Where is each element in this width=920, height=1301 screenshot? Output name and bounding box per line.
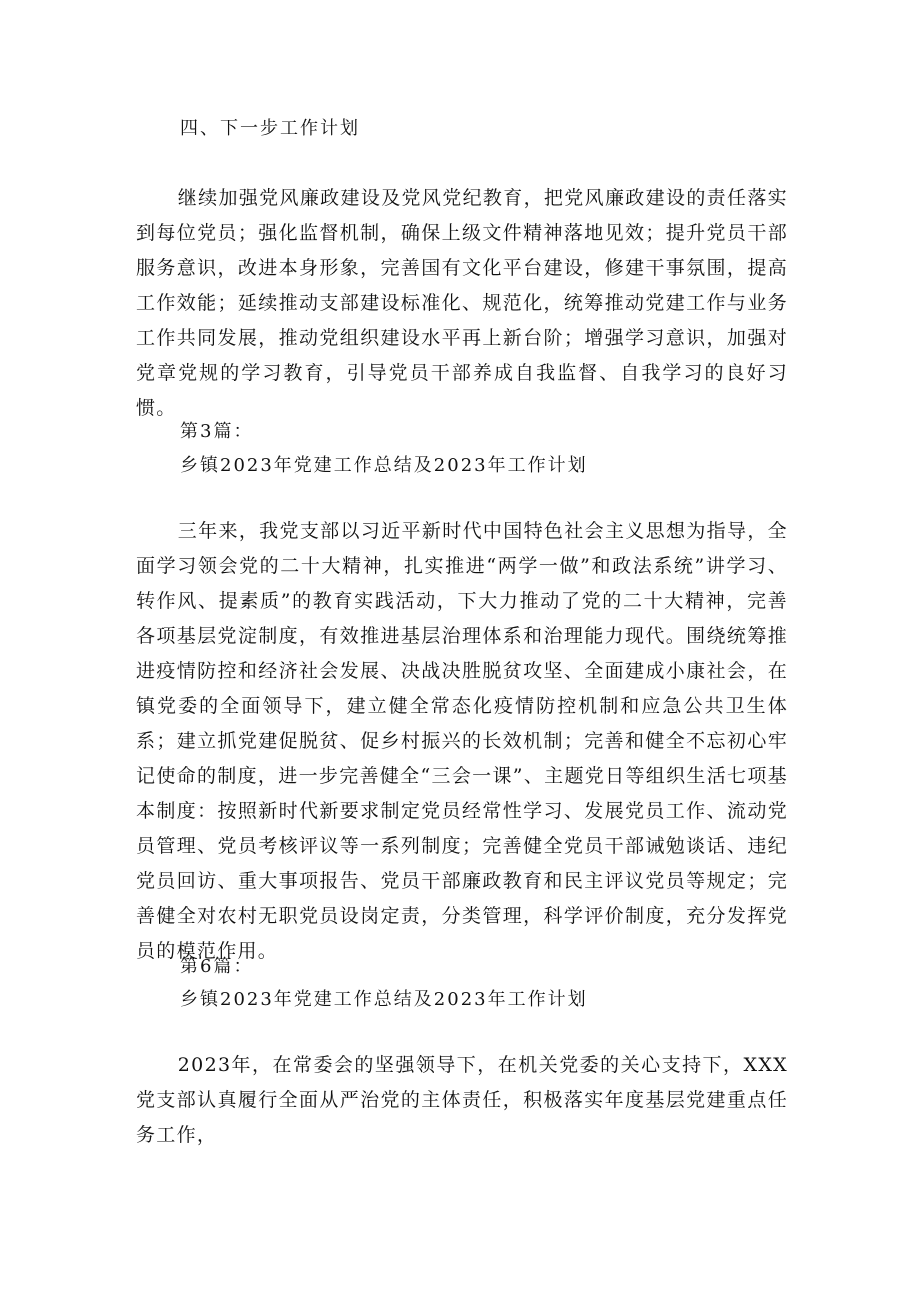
article-6-body: 2023年，在常委会的坚强领导下，在机关党委的关心支持下，XXX党支部认真履行全面从严治党的主体责任，积极落实年度基层党建重点任务工作， <box>136 1054 788 1146</box>
paragraph-next-step-plan: 继续加强党风廉政建设及党风党纪教育，把党风廉政建设的责任落实到每位党员；强化监督机制，确保上级文件精神落地见效；提升党员干部服务意识，改进本身形象，完善国有文化平台建设，修建干事氛围，提高工作效能；延续推动支部建设标准化、规范化，统筹推动党建工作与业务工作共同发展，推动党组织建设水平再上新台阶；增强学习意识，加强对党章党规的学习教育，引导党员干部养成自我监督、自我学习的良好习惯。 <box>136 187 788 419</box>
article-6-title: 乡镇2023年党建工作总结及2023年工作计划 <box>180 989 588 1010</box>
article-3-body: 三年来，我党支部以习近平新时代中国特色社会主义思想为指导，全面学习领会党的二十大精神，扎实推进“两学一做”和政法系统”讲学习、转作风、提素质”的教育实践活动，下大力推动了党的二十大精神，完善各项基层党淀制度，有效推进基层治理体系和治理能力现代。围绕统筹推进疫情防控和经济社会发展、决战决胜脱贫攻坚、全面建成小康社会，在镇党委的全面领导下，建立健全常态化疫情防控机制和应急公共卫生体系；建立抓党建促脱贫、促乡村振兴的长效机制；完善和健全不忘初心牢记使命的制度，进一步完善健全“三会一课”、主题党日等组织生活七项基本制度：按照新时代新要求制定党员经常性学习、发展党员工作、流动党员管理、党员考核评议等一系列制度；完善健全党员干部诫勉谈话、违纪党员回访、重大事项报告、党员干部廉政教育和民主评议党员等规定；完善健全对农村无职党员设岗定责，分类管理，科学评价制度，充分发挥党员的模范作用。 <box>136 520 788 962</box>
article-3-title: 乡镇2023年党建工作总结及2023年工作计划 <box>180 455 588 476</box>
section-heading: 四、下一步工作计划 <box>180 118 360 139</box>
article-3-label: 第3篇： <box>180 421 254 442</box>
article-6-label: 第6篇： <box>180 956 254 977</box>
